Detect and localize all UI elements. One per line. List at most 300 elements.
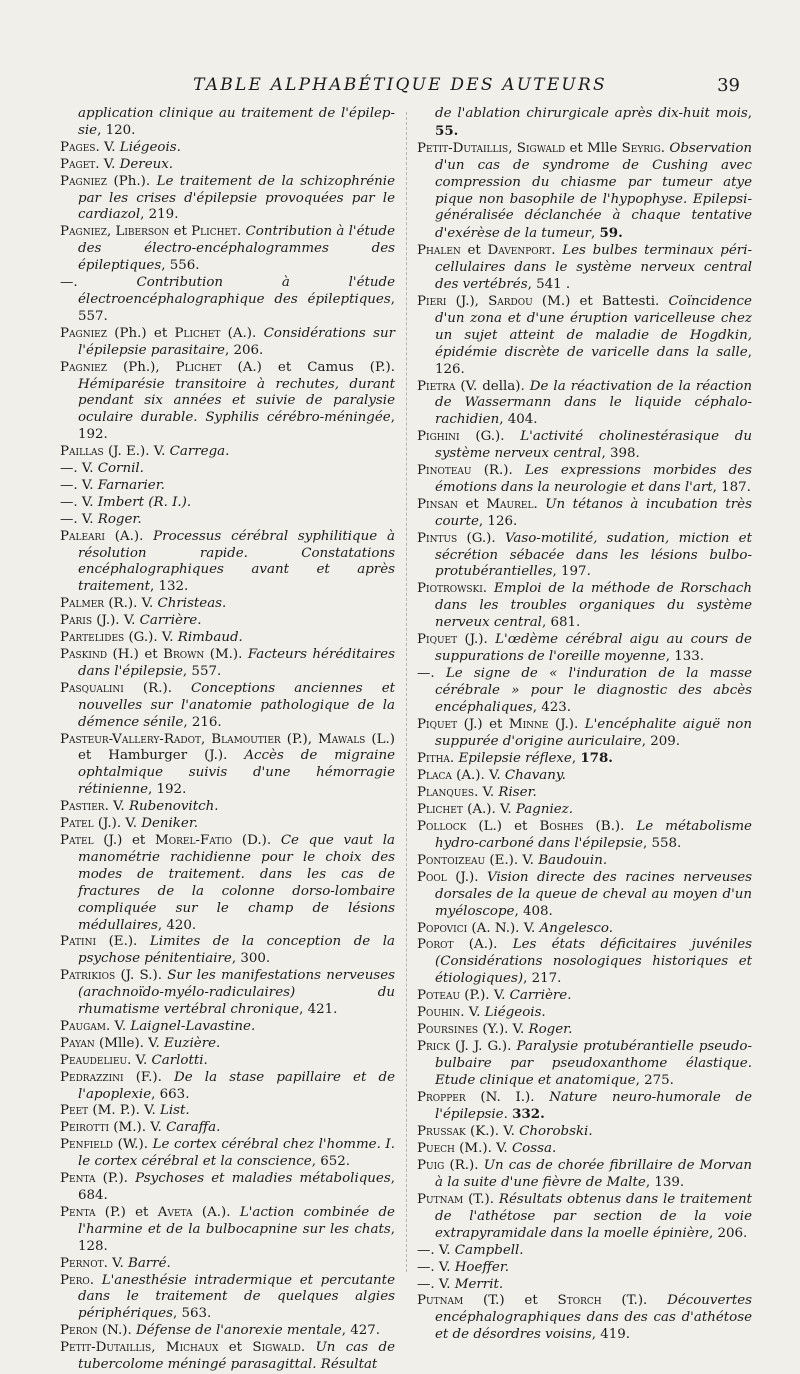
entry-author: Popovici	[417, 920, 468, 936]
entry-text: (L.) et Hamburger (J.).	[78, 731, 395, 764]
entry-title: L'anesthésie intradermique et percutante dans le traitement de quelques algies périphériques	[78, 1272, 395, 1322]
entry-author: Patel	[60, 816, 94, 832]
index-entry	[60, 1070, 395, 1104]
entry-title: Caraffa.	[166, 1120, 221, 1136]
entry-text: , 128.	[78, 1221, 395, 1254]
index-entry	[60, 1103, 395, 1120]
entry-text: . V.	[103, 1255, 128, 1271]
entry-text: , 217.	[523, 971, 562, 987]
entry-text: ,	[590, 226, 600, 242]
entry-author: Prick	[417, 1038, 450, 1054]
entry-text: (A.).	[453, 937, 513, 953]
entry-text: (J.) et	[93, 832, 156, 848]
entry-title: de l'ablation chirurgicale après dix-huit mois	[435, 106, 748, 121]
index-entry	[60, 106, 395, 140]
index-entry	[60, 1036, 395, 1053]
entry-author: Pool	[417, 869, 447, 885]
entry-title: Vision directe des racines nerveuses dorsales de la queue de cheval au moyen d'un myéloscope	[435, 869, 752, 919]
index-entry	[417, 853, 752, 870]
index-entry	[417, 1005, 752, 1022]
index-columns	[60, 106, 753, 1373]
entry-author: Patel	[60, 832, 94, 848]
entry-author: Pietra	[417, 378, 456, 394]
entry-author: Placa	[417, 768, 452, 784]
entry-text: (G.).	[459, 429, 521, 445]
entry-author: Piotrowski	[417, 581, 483, 597]
entry-title: Ce que vaut la manométrie rachidienne pour le choix des modes de traitement. dans les cas de fractures de la colonne dorso-lombaire compliquée sur le champ de lésions médullaires	[78, 832, 396, 933]
entry-text: (A.).	[192, 1204, 240, 1220]
entry-author: Petit-Dutaillis, Sigwald	[417, 140, 566, 156]
index-entry	[60, 799, 395, 816]
entry-title: Rimbaud.	[177, 630, 243, 646]
entry-text: (J.).	[446, 869, 487, 885]
entry-title: Découvertes encéphalographiques dans des cas d'athétose et de désordres voisins	[435, 1293, 752, 1343]
index-entry	[417, 581, 752, 632]
entry-author: Pinoteau	[417, 463, 472, 479]
entry-author: Putnam	[417, 1293, 464, 1309]
entry-title: Roger.	[97, 511, 142, 527]
entry-author: Patini	[60, 934, 97, 950]
entry-author: Propper	[417, 1089, 466, 1105]
entry-title: Limites de la conception de la psychose pénitentiaire	[78, 934, 396, 967]
entry-title: L'action combinée de l'harmine et de la bulbocapnine sur les chats	[78, 1204, 395, 1237]
entry-author: Plichet	[417, 802, 463, 818]
entry-author: Pagniez	[60, 173, 107, 189]
entry-author: Peet	[60, 1103, 89, 1119]
entry-text: , 206.	[708, 1225, 748, 1241]
entry-text: (M. P.). V.	[88, 1103, 160, 1119]
entry-text: et Mlle	[565, 140, 622, 156]
index-entry	[60, 1256, 395, 1273]
entry-author: Minne	[508, 716, 549, 732]
index-entry	[417, 1090, 752, 1125]
entry-title: Farnarier.	[97, 477, 165, 493]
entry-author: Paleari	[60, 528, 105, 544]
index-entry	[417, 819, 752, 853]
entry-text: , 133.	[665, 649, 705, 664]
entry-author: Davenport	[487, 243, 552, 259]
entry-text: , 558.	[642, 835, 682, 851]
entry-title: Merrit.	[454, 1276, 504, 1292]
entry-title: Roger.	[528, 1021, 573, 1037]
index-entry	[60, 444, 395, 461]
entry-title: Cornil.	[97, 461, 144, 477]
entry-author: Pouhin	[417, 1005, 461, 1021]
entry-title: Coïncidence d'un zona et d'une éruption varicelleuse chez un sujet atteint de maladie de Hogdkin, épidémie discrète de varicelle dans la salle	[435, 293, 752, 360]
entry-title: Rubenovitch.	[128, 799, 219, 815]
entry-text: —. V.	[417, 1242, 455, 1258]
index-entry	[417, 717, 752, 751]
entry-text: —. V.	[60, 511, 98, 527]
entry-text: (Ph.) et	[106, 325, 175, 341]
entry-text: —.	[417, 665, 446, 681]
entry-author: Penta	[60, 1204, 96, 1220]
entry-page-ref: 59.	[599, 225, 623, 242]
entry-text: (P.). V.	[460, 988, 510, 1004]
entry-author: Paris	[60, 613, 93, 629]
entry-title: Hoeffer.	[454, 1259, 510, 1275]
index-entry	[417, 1124, 752, 1141]
left-column	[60, 106, 395, 1374]
index-entry	[60, 934, 395, 968]
index-entry	[60, 1171, 395, 1205]
entry-text: —. V.	[417, 1276, 455, 1292]
entry-text: (V. della).	[455, 378, 530, 394]
entry-text: , 219.	[140, 207, 179, 223]
entry-author: Piquet	[417, 632, 458, 648]
entry-author: Porot	[417, 937, 454, 953]
entry-page-ref: 55.	[435, 122, 459, 139]
entry-text: , 427.	[341, 1323, 381, 1339]
entry-text: , 187.	[712, 479, 751, 495]
entry-author: Boshes	[539, 819, 584, 835]
entry-text: . V.	[104, 799, 129, 815]
entry-title: Cossa.	[511, 1141, 557, 1157]
entry-author: Pasteur-Vallery-Radot, Blamoutier	[60, 731, 281, 747]
column-divider	[406, 112, 407, 1272]
entry-author: Pollock	[417, 819, 467, 835]
entry-author: Peaudelieu	[60, 1052, 128, 1068]
entry-text: .	[300, 1340, 316, 1356]
entry-title: Un cas de chorée fibrillaire de Morvan à la suite d'une fièvre de Malte	[435, 1158, 752, 1191]
index-entry	[60, 816, 395, 833]
entry-title: Carrière.	[509, 988, 572, 1004]
entry-author: Sigwald	[252, 1340, 301, 1356]
entry-author: Plichet	[191, 224, 238, 240]
entry-text: , 421.	[299, 1002, 338, 1018]
entry-title: Laignel-Lavastine.	[130, 1018, 256, 1034]
index-entry	[417, 497, 752, 531]
entry-text: ,	[571, 751, 581, 767]
entry-text: ,	[747, 106, 752, 121]
entry-author: Pagniez	[60, 359, 107, 375]
entry-author: Partelides	[60, 630, 125, 646]
entry-text: . V.	[106, 1018, 131, 1034]
entry-text: . V.	[460, 1005, 485, 1021]
entry-text: (N. I.).	[465, 1089, 550, 1105]
entry-author: Pastier	[60, 799, 105, 815]
index-entry	[60, 1053, 395, 1070]
index-entry	[60, 647, 395, 681]
entry-text: . V.	[95, 139, 120, 155]
entry-title: Paralysie protubérantielle pseudo-bulbaire par pseudoxanthome élastique. Etude clinique et anatomique	[435, 1038, 752, 1088]
index-entry	[60, 681, 395, 732]
entry-text: , 216.	[183, 714, 222, 730]
index-entry	[60, 326, 395, 360]
entry-text: (A.). V.	[462, 802, 516, 818]
entry-page-ref: 178.	[580, 750, 613, 767]
index-entry	[417, 937, 752, 988]
entry-author: Pieri	[417, 293, 447, 309]
entry-text: .	[660, 140, 670, 156]
entry-author: Paillas	[60, 444, 104, 460]
entry-text: .	[449, 751, 459, 767]
entry-text: (G.). V.	[124, 630, 178, 646]
index-entry	[417, 632, 752, 666]
index-entry	[417, 666, 752, 717]
entry-title: Processus cérébral syphilitique à résolution rapide. Constatations encéphalographiques avant et après traitement	[78, 528, 395, 595]
entry-title: Un cas de tubercolome méningé parasagittal. Résultat	[78, 1340, 395, 1373]
entry-title: L'activité cholinestérasique du système nerveux central	[435, 429, 752, 462]
entry-title: Emploi de la méthode de Rorschach dans les troubles organiques du système nerveux central	[435, 581, 753, 631]
entry-text: (T.).	[463, 1192, 499, 1207]
entry-text: , 556.	[161, 258, 200, 274]
entry-title: Les états déficitaires juvéniles (Considérations nosologiques historiques et étiologiques)	[435, 937, 752, 987]
entry-title: Deniker.	[141, 816, 199, 832]
entry-author: Penfield	[60, 1137, 114, 1153]
index-entry	[417, 1141, 752, 1158]
index-entry	[60, 1340, 395, 1374]
entry-title: Carrega.	[169, 444, 230, 460]
entry-text: (J. E.). V.	[103, 444, 170, 460]
entry-text: et	[457, 496, 487, 512]
index-entry	[417, 379, 752, 430]
entry-text: , 206.	[224, 342, 264, 358]
index-entry	[417, 1277, 752, 1294]
index-entry	[60, 1137, 395, 1171]
entry-title: Le traitement de la schizophrénie par les crises d'épilepsie provoquées par le cardiazol	[78, 173, 395, 223]
entry-text: (T.) et	[463, 1293, 558, 1309]
entry-text: . V.	[127, 1052, 152, 1068]
index-entry	[60, 512, 395, 529]
entry-title: Chorobski.	[519, 1124, 593, 1140]
entry-author: Maurel	[486, 496, 534, 512]
entry-title: Contribution à l'étude électroencéphalographique des épileptiques	[78, 275, 396, 307]
running-title: TABLE ALPHABÉTIQUE DES AUTEURS	[193, 75, 607, 95]
entry-text: (M.).	[204, 647, 248, 662]
entry-text: , 420.	[157, 917, 197, 933]
entry-text: (R.). V.	[104, 596, 158, 612]
entry-title: Accès de migraine ophtalmique suivis d'une hémorragie rétinienne	[78, 748, 395, 798]
index-entry	[60, 1205, 395, 1256]
entry-text: (B.).	[583, 819, 637, 835]
entry-text: .	[237, 224, 246, 240]
index-entry	[417, 921, 752, 938]
entry-author: Prussak	[417, 1124, 466, 1140]
entry-text: , 557.	[182, 663, 222, 679]
index-entry	[60, 630, 395, 647]
entry-text: (A.). V.	[451, 768, 505, 784]
entry-text: , 398.	[601, 446, 640, 462]
entry-text: (K.). V.	[465, 1124, 520, 1140]
index-entry	[417, 870, 752, 921]
entry-author: Peron	[60, 1323, 98, 1339]
entry-author: Phalen	[417, 243, 461, 259]
entry-text: (Ph.).	[106, 173, 157, 189]
entry-text: . V.	[474, 785, 499, 801]
index-entry	[60, 1019, 395, 1036]
entry-text: (J.),	[446, 293, 489, 309]
index-entry	[60, 495, 395, 512]
entry-text: , 139.	[645, 1175, 685, 1191]
entry-text: , 404.	[499, 412, 538, 428]
entry-text: , 197.	[552, 564, 591, 580]
entry-text: , 126.	[478, 513, 518, 529]
entry-author: Piquet	[417, 716, 458, 732]
entry-text: (A.).	[104, 528, 154, 544]
entry-title: Le métabolisme hydro-carboné dans l'épilepsie	[435, 819, 752, 851]
page-number: 39	[717, 75, 740, 96]
entry-author: Putnam	[417, 1192, 464, 1207]
right-column	[417, 106, 752, 1344]
entry-text: , 126.	[435, 344, 752, 377]
entry-title: Imbert (R. I.).	[97, 494, 192, 510]
entry-text: , 663.	[151, 1086, 190, 1102]
index-entry	[60, 529, 395, 597]
entry-text: , 557.	[78, 291, 395, 324]
entry-author: Pontoizeau	[417, 852, 486, 868]
entry-title: Contribution à l'étude des électro-encéphalogrammes des épileptiques	[78, 224, 395, 274]
entry-author: Palmer	[60, 596, 105, 612]
entry-text: .	[89, 1272, 102, 1288]
index-entry	[60, 1273, 395, 1324]
entry-text: (M.) et Battesti.	[532, 293, 669, 309]
entry-author: Peirotti	[60, 1120, 110, 1136]
entry-author: Mawals	[318, 731, 366, 747]
entry-author: Poursines	[417, 1021, 479, 1037]
entry-text: (J.) et	[457, 716, 509, 732]
entry-author: Paskind	[60, 647, 108, 662]
index-entry	[60, 478, 395, 495]
index-entry	[417, 750, 752, 768]
entry-title: Epilepsie réflexe	[458, 751, 572, 767]
index-entry	[60, 224, 395, 275]
entry-title: Carrière.	[139, 613, 202, 629]
entry-title: Campbell.	[454, 1242, 524, 1258]
index-entry	[417, 988, 752, 1005]
entry-text: (J. J. G.).	[449, 1038, 517, 1054]
entry-text: , 423.	[532, 699, 572, 715]
entry-text: (A.) et Camus (P.).	[221, 359, 395, 375]
entry-text: (J. S.).	[115, 968, 168, 984]
index-entry	[417, 141, 752, 243]
index-entry	[60, 968, 395, 1019]
entry-text: , 192.	[148, 782, 187, 798]
entry-text: (D.).	[232, 832, 281, 848]
entry-text: (N.).	[97, 1323, 136, 1339]
entry-text: (E.). V.	[485, 852, 539, 868]
entry-page-ref: 332.	[512, 1106, 545, 1123]
entry-author: Pagniez	[60, 325, 107, 341]
entry-text: (A. N.). V.	[467, 920, 540, 936]
entry-title: Un tétanos à incubation très courte	[435, 496, 752, 529]
index-entry	[60, 360, 395, 445]
entry-author: Aveta	[157, 1204, 193, 1220]
entry-text: (J.).	[457, 632, 496, 648]
entry-title: Le signe de « l'induration de la masse cérébrale » pour le diagnostic des abcès encéphaliques	[435, 665, 752, 715]
entry-title: application clinique au traitement de l'épilep-sie	[78, 106, 395, 138]
entry-author: Pagniez, Liberson	[60, 224, 170, 240]
entry-author: Paget	[60, 156, 96, 172]
entry-author: Pages	[60, 139, 96, 155]
index-entry	[417, 1293, 752, 1344]
entry-title: Euzière.	[164, 1035, 221, 1051]
entry-author: Sardou	[488, 293, 533, 309]
entry-text: , 275.	[635, 1072, 674, 1088]
entry-title: Conceptions anciennes et nouvelles sur l'anatomie pathologique de la démence sénile	[78, 680, 395, 730]
entry-title: De la stase papillaire et de l'apoplexie	[78, 1069, 395, 1102]
entry-text: —. V.	[60, 461, 98, 477]
entry-title: Riser.	[498, 785, 537, 801]
index-entry	[417, 768, 752, 785]
entry-text: , 120.	[97, 122, 136, 138]
index-entry	[417, 1192, 752, 1243]
entry-text: et	[460, 243, 488, 259]
entry-author: Puech	[417, 1141, 455, 1157]
index-entry	[417, 243, 752, 294]
entry-text: et	[218, 1340, 253, 1356]
entry-title: Psychoses et maladies métaboliques	[135, 1171, 391, 1187]
entry-author: Petit-Dutaillis, Michaux	[60, 1340, 219, 1356]
entry-text: , 684.	[78, 1171, 395, 1203]
entry-author: Pighini	[417, 429, 460, 445]
entry-author: Paugam	[60, 1018, 106, 1034]
entry-text: , 408.	[514, 903, 553, 919]
entry-text: , 563.	[172, 1306, 212, 1322]
entry-title: Facteurs héréditaires dans l'épilepsie	[78, 647, 395, 679]
index-entry	[60, 833, 395, 934]
index-entry	[417, 1260, 752, 1277]
index-entry	[60, 1323, 395, 1340]
entry-title: Liégeois.	[484, 1005, 546, 1021]
entry-text: , 132.	[149, 579, 189, 595]
entry-text: —. V.	[60, 494, 98, 510]
entry-title: L'encéphalite aiguë non suppurée d'origine auriculaire	[435, 716, 752, 749]
entry-title: Les bulbes terminaux péri-cellulaires dans le système nerveux central des vertébrés	[435, 243, 752, 293]
entry-author: Seyrig	[621, 140, 661, 156]
index-entry	[417, 463, 752, 497]
entry-text: (M.). V.	[109, 1120, 167, 1136]
entry-title: Sur les manifestations nerveuses (arachnoïdo-myélo-radiculaires) du rhumatisme vertébral chronique	[78, 968, 395, 1018]
entry-text: (Y.). V.	[478, 1021, 529, 1037]
entry-text: (Mlle). V.	[94, 1035, 165, 1051]
index-entry	[60, 613, 395, 630]
index-entry	[60, 1120, 395, 1137]
entry-text: et	[169, 224, 192, 240]
entry-text: —. V.	[417, 1259, 455, 1275]
index-entry	[417, 106, 752, 141]
index-entry	[417, 294, 752, 379]
entry-text: (R.).	[444, 1158, 484, 1174]
entry-title: Hémiparésie transitoire à rechutes, durant pendant six années et suivie de paralysie oculaire durable. Syphilis cérébro-méningée	[78, 376, 395, 426]
entry-author: Puig	[417, 1158, 445, 1174]
entry-author: Pinsan	[417, 496, 458, 512]
entry-author: Pasqualini	[60, 680, 124, 696]
entry-text: —.	[60, 275, 137, 291]
entry-text: (P.).	[95, 1171, 136, 1187]
entry-text: , 681.	[541, 615, 581, 631]
entry-text: .	[533, 496, 546, 512]
entry-title: Résultats obtenus dans le traitement de l'athétose par section de la voie extrapyramidale dans la moelle épinière	[435, 1192, 753, 1241]
entry-text: .	[482, 581, 494, 597]
entry-author: Penta	[60, 1171, 96, 1187]
entry-author: Storch	[557, 1293, 602, 1309]
entry-title: Nature neuro-humorale de l'épilepsie	[435, 1089, 752, 1123]
entry-text: (G.).	[457, 530, 505, 546]
entry-title: List.	[160, 1103, 190, 1119]
index-entry	[60, 461, 395, 478]
entry-title: Défense de l'anorexie mentale	[135, 1323, 342, 1339]
entry-author: Payan	[60, 1035, 95, 1051]
entry-title: Liégeois.	[119, 139, 181, 155]
entry-author: Pernot	[60, 1255, 104, 1271]
index-entry	[417, 802, 752, 819]
entry-title: Carlotti.	[151, 1052, 208, 1068]
entry-author: Plichet	[175, 359, 222, 375]
index-entry	[60, 140, 395, 157]
index-entry	[60, 275, 395, 326]
entry-title: Barré.	[127, 1255, 171, 1271]
